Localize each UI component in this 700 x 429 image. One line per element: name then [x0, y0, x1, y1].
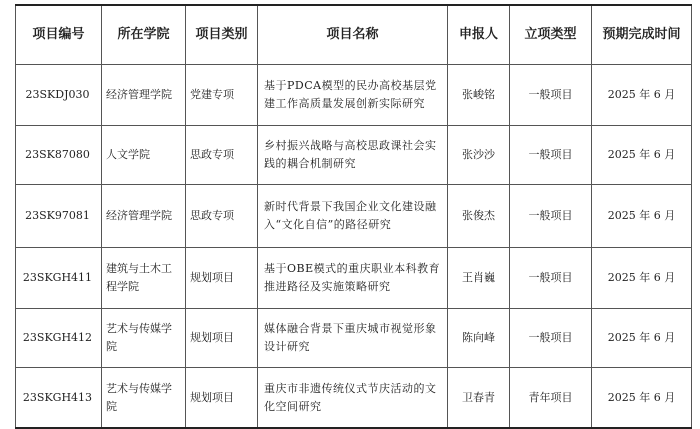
header-project-code: 项目编号 — [16, 5, 102, 65]
cell-college: 建筑与土木工程学院 — [102, 248, 186, 309]
cell-applicant: 张峻铭 — [448, 65, 510, 126]
cell-category: 党建专项 — [186, 65, 258, 126]
cell-college: 经济管理学院 — [102, 185, 186, 248]
cell-type: 一般项目 — [510, 185, 592, 248]
cell-date: 2025 年 6 月 — [592, 368, 692, 429]
cell-type: 一般项目 — [510, 309, 592, 368]
header-project-type: 立项类型 — [510, 5, 592, 65]
header-college: 所在学院 — [102, 5, 186, 65]
cell-code: 23SKGH411 — [16, 248, 102, 309]
cell-category: 规划项目 — [186, 309, 258, 368]
cell-college: 经济管理学院 — [102, 65, 186, 126]
cell-college: 人文学院 — [102, 126, 186, 185]
header-expected-completion: 预期完成时间 — [592, 5, 692, 65]
cell-code: 23SK87080 — [16, 126, 102, 185]
cell-project-name: 基于OBE模式的重庆职业本科教育推进路径及实施策略研究 — [258, 248, 448, 309]
table-row — [16, 248, 692, 309]
cell-date: 2025 年 6 月 — [592, 248, 692, 309]
cell-code: 23SKGH413 — [16, 368, 102, 429]
project-table-container — [15, 4, 691, 429]
table-row — [16, 309, 692, 368]
cell-applicant: 卫春青 — [448, 368, 510, 429]
project-table — [15, 4, 692, 429]
cell-applicant: 张沙沙 — [448, 126, 510, 185]
table-row — [16, 185, 692, 248]
cell-project-name: 基于PDCA模型的民办高校基层党建工作高质量发展创新实际研究 — [258, 65, 448, 126]
table-row — [16, 65, 692, 126]
cell-project-name: 乡村振兴战略与高校思政课社会实践的耦合机制研究 — [258, 126, 448, 185]
cell-date: 2025 年 6 月 — [592, 309, 692, 368]
cell-category: 思政专项 — [186, 185, 258, 248]
cell-category: 思政专项 — [186, 126, 258, 185]
cell-date: 2025 年 6 月 — [592, 185, 692, 248]
cell-category: 规划项目 — [186, 248, 258, 309]
cell-applicant: 陈向峰 — [448, 309, 510, 368]
cell-college: 艺术与传媒学院 — [102, 309, 186, 368]
cell-project-name: 重庆市非遗传统仪式节庆活动的文化空间研究 — [258, 368, 448, 429]
cell-applicant: 张俊杰 — [448, 185, 510, 248]
cell-college: 艺术与传媒学院 — [102, 368, 186, 429]
cell-applicant: 王肖巍 — [448, 248, 510, 309]
cell-date: 2025 年 6 月 — [592, 65, 692, 126]
cell-project-name: 媒体融合背景下重庆城市视觉形象设计研究 — [258, 309, 448, 368]
table-row — [16, 368, 692, 429]
cell-code: 23SKGH412 — [16, 309, 102, 368]
table-row — [16, 126, 692, 185]
cell-category: 规划项目 — [186, 368, 258, 429]
cell-type: 一般项目 — [510, 126, 592, 185]
table-header-row — [16, 5, 692, 65]
cell-code: 23SKDJ030 — [16, 65, 102, 126]
header-project-name: 项目名称 — [258, 5, 448, 65]
cell-code: 23SK97081 — [16, 185, 102, 248]
cell-project-name: 新时代背景下我国企业文化建设融入“文化自信”的路径研究 — [258, 185, 448, 248]
cell-date: 2025 年 6 月 — [592, 126, 692, 185]
header-applicant: 申报人 — [448, 5, 510, 65]
header-category: 项目类别 — [186, 5, 258, 65]
cell-type: 一般项目 — [510, 65, 592, 126]
cell-type: 一般项目 — [510, 248, 592, 309]
cell-type: 青年项目 — [510, 368, 592, 429]
